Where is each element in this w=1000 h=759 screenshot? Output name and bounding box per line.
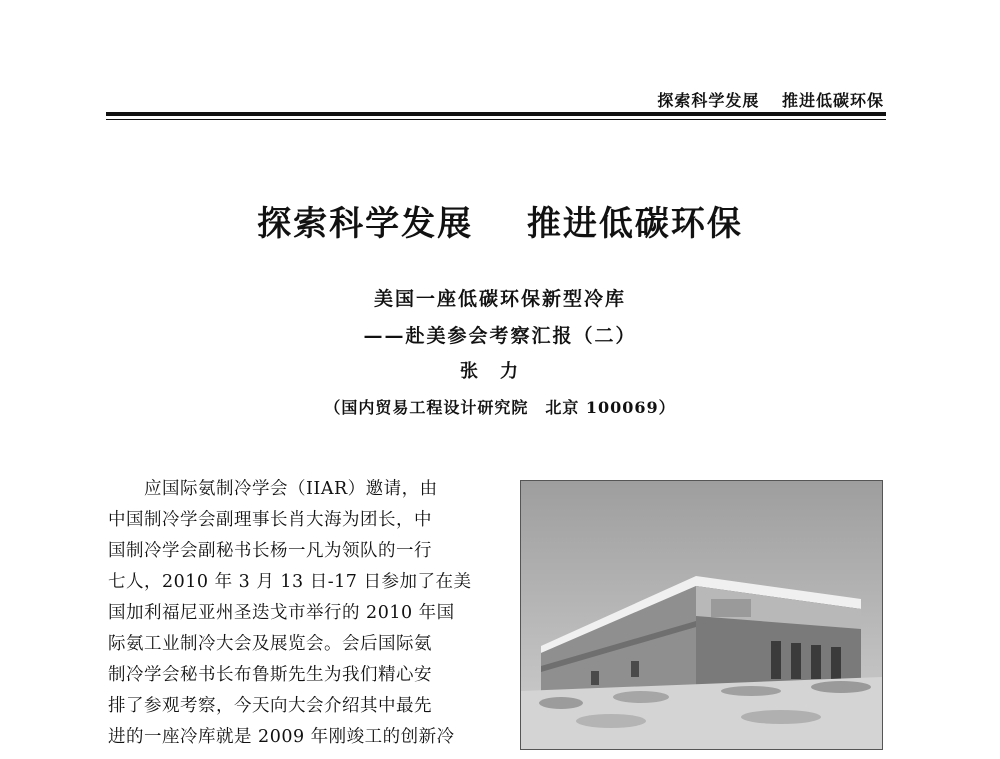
shrub [721, 686, 781, 696]
cold-storage-building-photo [520, 480, 883, 750]
article-title-part-a: 探索科学发展 [257, 204, 474, 244]
article-title-part-b: 推进低碳环保 [526, 204, 743, 244]
shrub [811, 681, 871, 693]
building-door [791, 643, 801, 679]
author-name: 张力 [460, 361, 540, 382]
building-photo-svg [521, 481, 882, 749]
article-subtitle-2: ——赴美参会考察汇报（二） [363, 325, 637, 347]
shrub [741, 710, 821, 724]
building-sign [711, 599, 751, 617]
header-rule-thin [106, 119, 886, 120]
building-door [771, 641, 781, 679]
side-window [591, 671, 599, 685]
running-title-part-a: 探索科学发展 [657, 91, 760, 110]
running-header [657, 88, 884, 111]
body-line: 际氨工业制冷大会及展览会。会后国际氨 [108, 634, 432, 654]
body-line: 应国际氨制冷学会（IIAR）邀请，由 [108, 479, 438, 499]
article-subtitle-1: 美国一座低碳环保新型冷库 [373, 288, 626, 310]
running-title-part-b: 推进低碳环保 [781, 91, 884, 110]
side-window [631, 661, 639, 677]
body-line: 中国制冷学会副理事长肖大海为团长，中 [108, 510, 432, 530]
building-door [831, 647, 841, 679]
body-line: 七人，2010 年 3 月 13 日-17 日参加了在美 [108, 572, 472, 592]
building-door [811, 645, 821, 679]
body-line: 排了参观考察，今天向大会介绍其中最先 [108, 696, 432, 716]
body-line: 制冷学会秘书长布鲁斯先生为我们精心安 [108, 665, 432, 685]
shrub [613, 691, 669, 703]
shrub [576, 714, 646, 728]
body-line: 国加利福尼亚州圣迭戈市举行的 2010 年国 [108, 603, 455, 623]
header-rule-thick [106, 112, 886, 116]
body-line: 进的一座冷库就是 2009 年刚竣工的创新冷 [108, 727, 455, 747]
body-text [108, 474, 480, 753]
shrub [539, 697, 583, 709]
author-affiliation: （国内贸易工程设计研究院 北京 100069） [324, 398, 676, 417]
body-line: 国制冷学会副秘书长杨一凡为领队的一行 [108, 541, 432, 561]
article-title [0, 196, 1000, 245]
